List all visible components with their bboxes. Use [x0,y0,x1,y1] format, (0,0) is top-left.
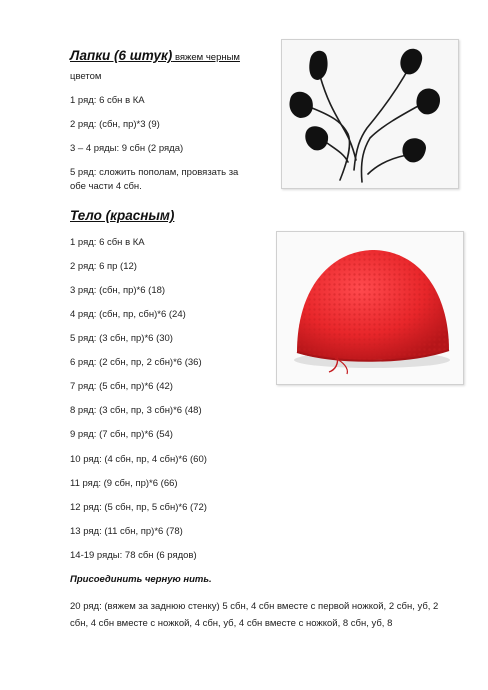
body-row-6: 6 ряд: (2 сбн, пр, 2 сбн)*6 (36) [70,357,202,368]
legs-row-2: 2 ряд: (сбн, пр)*3 (9) [70,119,160,130]
legs-illustration [282,40,458,188]
body-row-1: 1 ряд: 6 сбн в КА [70,237,145,248]
body-row-20: 20 ряд: (вяжем за заднюю стенку) 5 сбн, 4 сбн вместе с первой ножкой, 2 сбн, уб, 2 сбн, 4 сбн вместе с ножкой, 4 сбн, уб, 4 сбн вместе с ножкой, 8 сбн, уб, 8 [70,601,439,629]
body-row-3: 3 ряд: (сбн, пр)*6 (18) [70,285,166,296]
body-row-8: 8 ряд: (3 сбн, пр, 3 сбн)*6 (48) [70,405,202,416]
legs-row-3: 3 – 4 ряды: 9 сбн (2 ряда) [70,143,184,154]
body-title: Тело (красным) [70,208,175,223]
body-row-12: 12 ряд: (5 сбн, пр, 5 сбн)*6 (72) [70,502,207,513]
body-heading [70,208,174,223]
body-illustration [277,232,463,384]
legs-row-1: 1 ряд: 6 сбн в КА [70,95,145,106]
legs-title: Лапки (6 штук) [70,48,173,63]
legs-subtitle: цветом [70,71,102,82]
legs-row-5b: обе части 4 сбн. [70,181,142,192]
body-note: Присоединить черную нить. [70,574,212,585]
body-photo [276,231,464,385]
body-row-9: 9 ряд: (7 сбн, пр)*6 (54) [70,429,173,440]
legs-heading [70,48,240,63]
legs-title-suffix: вяжем черным [172,52,240,63]
legs-row-5a: 5 ряд: сложить пополам, провязать за [70,167,239,178]
body-row-5: 5 ряд: (3 сбн, пр)*6 (30) [70,333,173,344]
body-row-11: 11 ряд: (9 сбн, пр)*6 (66) [70,478,178,489]
body-row-2: 2 ряд: 6 пр (12) [70,261,137,272]
body-rows-14-19: 14-19 ряды: 78 сбн (6 рядов) [70,550,197,561]
legs-photo [281,39,459,189]
body-row-13: 13 ряд: (11 сбн, пр)*6 (78) [70,526,183,537]
body-row-10: 10 ряд: (4 сбн, пр, 4 сбн)*6 (60) [70,454,207,465]
body-row-7: 7 ряд: (5 сбн, пр)*6 (42) [70,381,173,392]
body-row-4: 4 ряд: (сбн, пр, сбн)*6 (24) [70,309,186,320]
